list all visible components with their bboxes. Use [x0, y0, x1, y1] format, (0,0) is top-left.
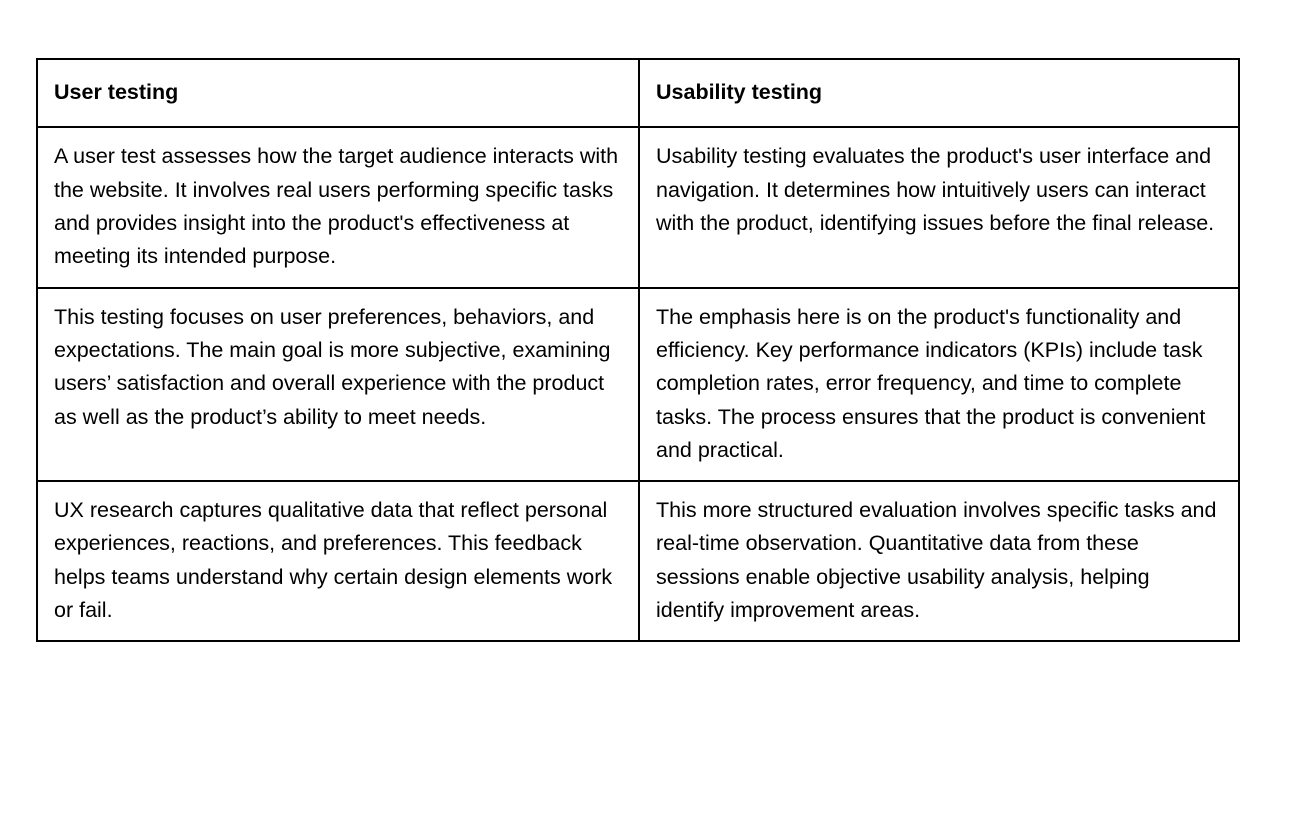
- table-cell-usability-testing-2: The emphasis here is on the product's functionality and efficiency. Key performance indicators (KPIs) include task completion rates, error frequency, and time to complete tasks. The process ensures that the product is convenient and practical.: [639, 288, 1239, 482]
- table-row: [37, 127, 1239, 287]
- comparison-table: [36, 58, 1240, 642]
- table-cell-user-testing-3: UX research captures qualitative data that reflect personal experiences, reactions, and preferences. This feedback helps teams understand why certain design elements work or fail.: [37, 481, 639, 641]
- column-header-usability-testing: Usability testing: [639, 59, 1239, 127]
- table-row: [37, 288, 1239, 482]
- table-cell-usability-testing-3: This more structured evaluation involves specific tasks and real-time observation. Quantitative data from these sessions enable objective usability analysis, helping identify improvement areas.: [639, 481, 1239, 641]
- comparison-table-container: [36, 58, 1238, 642]
- table-cell-user-testing-1: A user test assesses how the target audience interacts with the website. It involves real users performing specific tasks and provides insight into the product's effectiveness at meeting its intended purpose.: [37, 127, 639, 287]
- table-header-row: [37, 59, 1239, 127]
- column-header-user-testing: User testing: [37, 59, 639, 127]
- table-row: [37, 481, 1239, 641]
- table-cell-user-testing-2: This testing focuses on user preferences, behaviors, and expectations. The main goal is more subjective, examining users’ satisfaction and overall experience with the product as well as the product’s ability to meet needs.: [37, 288, 639, 482]
- table-header: [37, 59, 1239, 127]
- table-cell-usability-testing-1: Usability testing evaluates the product's user interface and navigation. It determines how intuitively users can interact with the product, identifying issues before the final release.: [639, 127, 1239, 287]
- table-body: [37, 127, 1239, 641]
